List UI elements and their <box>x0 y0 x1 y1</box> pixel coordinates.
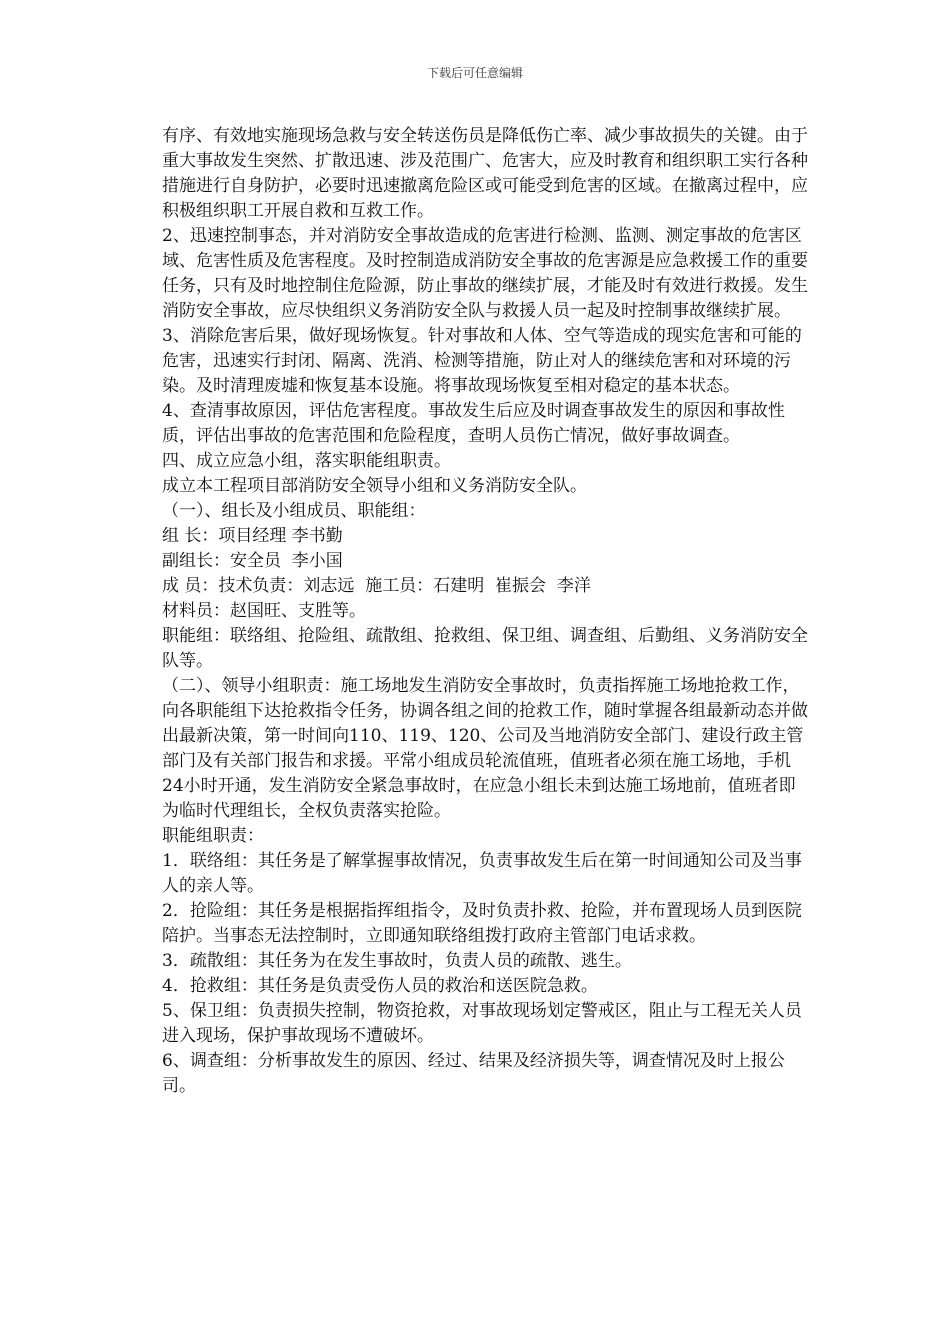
list-item: 2．抢险组：其任务是根据指挥组指令，及时负责扑救、抢险，并布置现场人员到医院陪护。当事态无法控制时，立即通知联络组拨打政府主管部门电话求救。 <box>162 901 802 946</box>
paragraph: 有序、有效地实施现场急救与安全转送伤员是降低伤亡率、减少事故损失的关键。由于重大事故发生突然、扩散迅速、涉及范围广、危害大，应及时教育和组织职工实行各种措施进行自身防护，必要时迅速撤离危险区或可能受到危害的区域。在撤离过程中，应积极组织职工开展自救和互救工作。 <box>162 126 808 221</box>
paragraph: 成立本工程项目部消防安全领导小组和义务消防安全队。 <box>162 476 587 496</box>
list-item: 1．联络组：其任务是了解掌握事故情况，负责事故发生后在第一时间通知公司及当事人的亲人等。 <box>162 851 802 896</box>
paragraph: 职能组：联络组、抢险组、疏散组、抢救组、保卫组、调查组、后勤组、义务消防安全队等。 <box>162 626 808 671</box>
list-item: 3．疏散组：其任务为在发生事故时，负责人员的疏散、逃生。 <box>162 951 632 971</box>
member-line: 副组长：安全员 李小国 <box>162 551 343 571</box>
paragraph: 3、消除危害后果，做好现场恢复。针对事故和人体、空气等造成的现实危害和可能的危害，迅速实行封闭、隔离、洗消、检测等措施，防止对人的继续危害和对环境的污染。及时清理废墟和恢复基本设施。将事故现场恢复至相对稳定的基本状态。 <box>162 326 802 396</box>
paragraph: 4、查清事故原因，评估危害程度。事故发生后应及时调查事故发生的原因和事故性质，评估出事故的危害范围和危险程度，查明人员伤亡情况，做好事故调查。 <box>162 401 785 446</box>
paragraph: （二）、领导小组职责：施工场地发生消防安全事故时，负责指挥施工场地抢救工作，向各职能组下达抢救指令任务，协调各组之间的抢救工作，随时掌握各组最新动态并做出最新决策，第一时间向110、119、120、公司及当地消防安全部门、建设行政主管部门及有关部门报告和求援。平常小组成员轮流值班，值班者必须在施工场地，手机24小时开通，发生消防安全紧急事故时，在应急小组长未到达施工场地前，值班者即为临时代理组长，全权负责落实抢险。 <box>162 676 808 821</box>
list-item: 6、调查组：分析事故发生的原因、经过、结果及经济损失等，调查情况及时上报公司。 <box>162 1051 785 1096</box>
document-body <box>162 124 810 1099</box>
page-header: 下载后可任意编辑 <box>426 66 523 80</box>
list-item: 4．抢救组：其任务是负责受伤人员的救治和送医院急救。 <box>162 976 598 996</box>
paragraph: 2、迅速控制事态，并对消防安全事故造成的危害进行检测、监测、测定事故的危害区域、危害性质及危害程度。及时控制造成消防安全事故的危害源是应急救援工作的重要任务，只有及时地控制住危险源，防止事故的继续扩展，才能及时有效进行救援。发生消防安全事故，应尽快组织义务消防安全队与救援人员一起及时控制事故继续扩展。 <box>162 226 808 321</box>
member-line: 组 长：项目经理 李书勤 <box>162 526 343 546</box>
member-line: 材料员：赵国旺、支胜等。 <box>162 601 366 621</box>
member-line: 成 员：技术负责：刘志远 施工员：石建明 崔振会 李洋 <box>162 576 591 596</box>
subsection-heading: （一）、组长及小组成员、职能组： <box>162 501 426 521</box>
subsection-heading: 职能组职责： <box>162 826 264 846</box>
list-item: 5、保卫组：负责损失控制，物资抢救，对事故现场划定警戒区，阻止与工程无关人员进入现场，保护事故现场不遭破坏。 <box>162 1001 802 1046</box>
section-heading: 四、成立应急小组，落实职能组职责。 <box>162 451 451 471</box>
